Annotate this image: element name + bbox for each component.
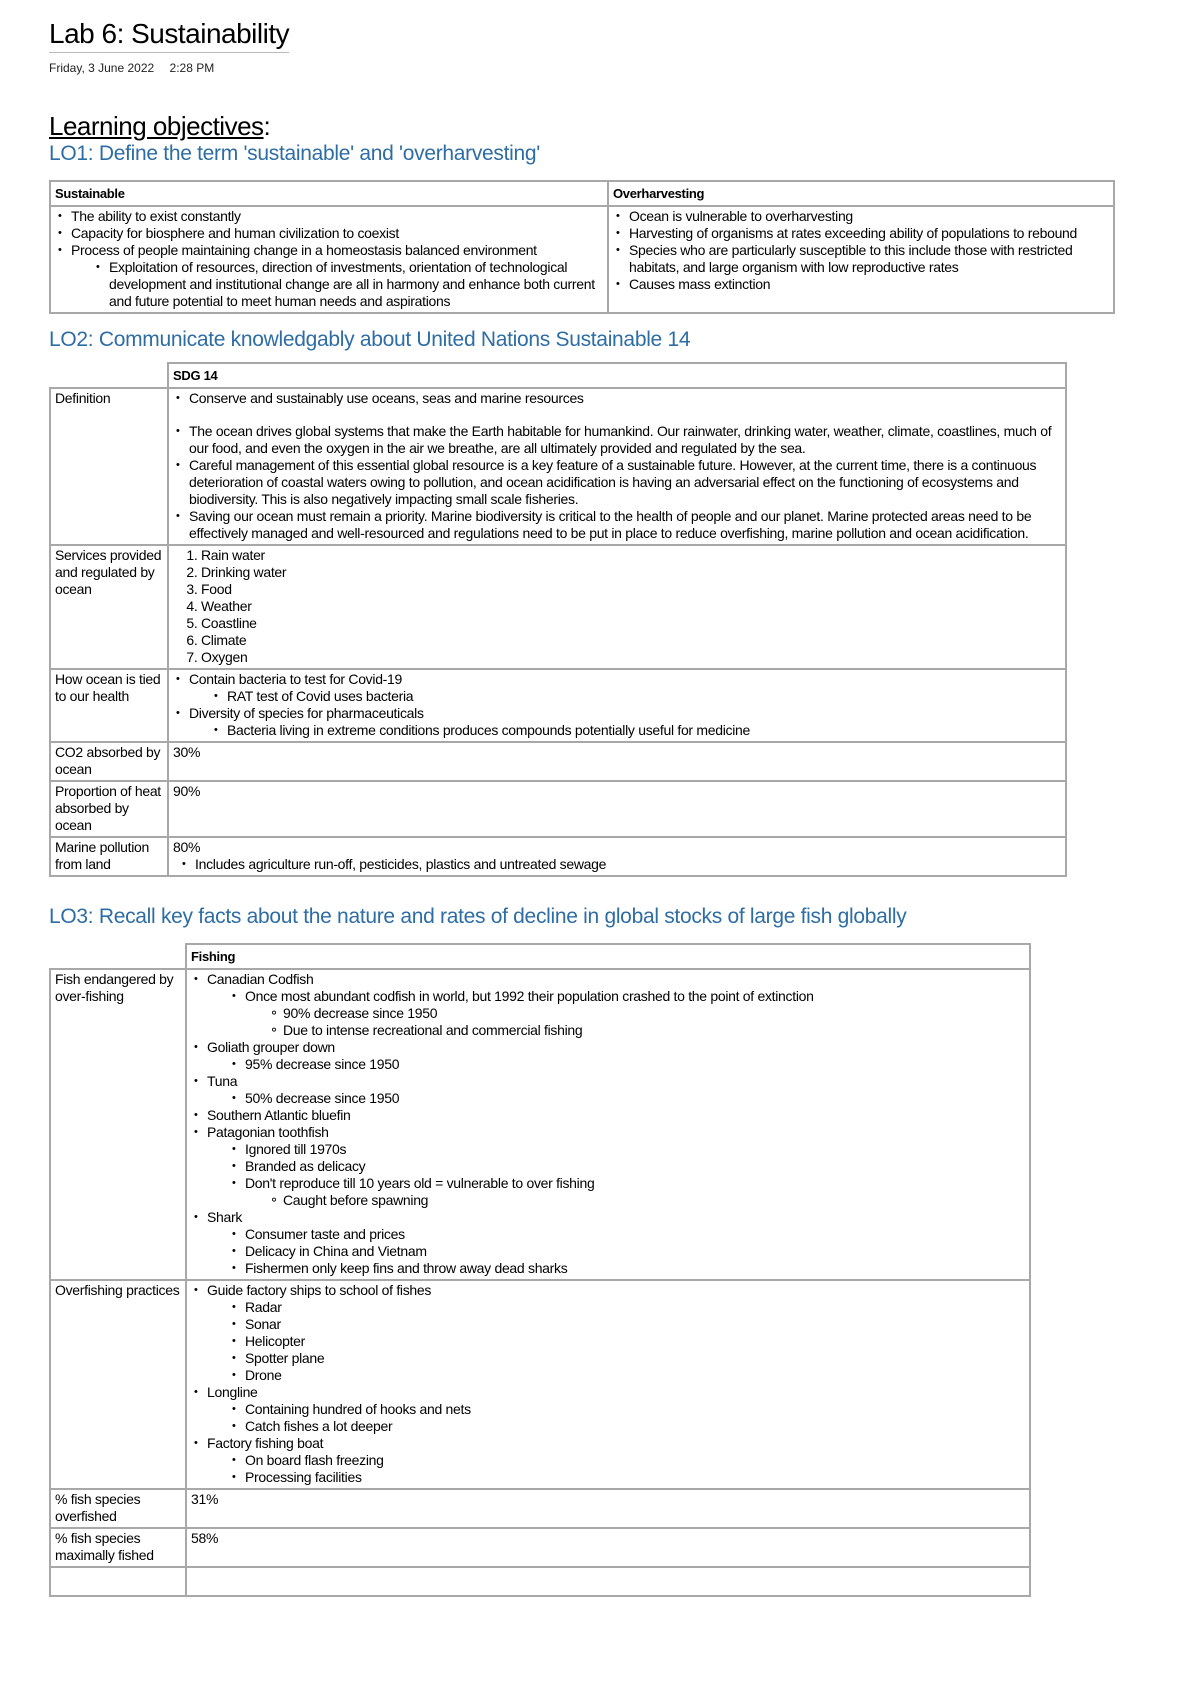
overharvesting-cell: [608, 206, 1114, 313]
list-item: • Radar: [229, 1299, 1025, 1316]
endangered-label: Fish endangered by over-fishing: [50, 969, 186, 1280]
pollution-label: Marine pollution from land: [50, 837, 168, 876]
list-item: ⚬ 90% decrease since 1950: [267, 1005, 1025, 1022]
definition-label: Definition: [50, 388, 168, 545]
list-item: • The ability to exist constantly: [55, 208, 603, 225]
list-item: 5. Coastline: [201, 615, 1061, 632]
list-item: • Southern Atlantic bluefin: [191, 1107, 1025, 1124]
list-item: • Conserve and sustainably use oceans, seas and marine resources: [173, 390, 1061, 407]
list-item: • Delicacy in China and Vietnam: [229, 1243, 1025, 1260]
list-item: • Consumer taste and prices: [229, 1226, 1025, 1243]
practices-cell: [186, 1280, 1030, 1489]
list-item: • Capacity for biosphere and human civilization to coexist: [55, 225, 603, 242]
co2-label: CO2 absorbed by ocean: [50, 742, 168, 781]
list-item: • Guide factory ships to school of fishes • Radar • Sonar • Helicopter • Spotter plane • Drone: [191, 1282, 1025, 1384]
sustainable-cell: [50, 206, 608, 313]
practices-label: Overfishing practices: [50, 1280, 186, 1489]
pollution-cell: [168, 837, 1066, 876]
list-item: ⚬ Caught before spawning: [267, 1192, 1025, 1209]
list-item: • Don't reproduce till 10 years old = vulnerable to over fishing ⚬ Caught before spawning: [229, 1175, 1025, 1209]
sustainable-header: Sustainable: [50, 181, 608, 206]
lo2-table: [49, 362, 1067, 877]
list-item: • Drone: [229, 1367, 1025, 1384]
list-item: • Causes mass extinction: [613, 276, 1109, 293]
list-item: • RAT test of Covid uses bacteria: [211, 688, 1061, 705]
list-item: ⚬ Due to intense recreational and commercial fishing: [267, 1022, 1025, 1039]
list-item: • Saving our ocean must remain a priority. Marine biodiversity is critical to the health of people and our planet. Marine protected areas need to be effectively managed and well-resourced and regulations need to be put in place to reduce overfishing, marine pollution and ocean acidification.: [173, 508, 1061, 542]
list-item: • Careful management of this essential global resource is a key feature of a sustainable future. However, at the current time, there is a continuous deterioration of coastal waters owing to pollution, and ocean acidification is having an adversarial effect on the functioning of ecosystems and biodiversity. This is also negatively impacting small scale fisheries.: [173, 457, 1061, 508]
co2-value: 30%: [168, 742, 1066, 781]
list-item: • On board flash freezing: [229, 1452, 1025, 1469]
pollution-value: 80%: [173, 839, 201, 855]
page-title: Lab 6: Sustainability: [49, 18, 289, 53]
heat-value: 90%: [168, 781, 1066, 837]
sdg14-header: SDG 14: [168, 363, 1066, 388]
list-item: • Canadian Codfish • Once most abundant codfish in world, but 1992 their population crashed to the point of extinction ⚬ 90% decrease since 1950 ⚬ Due to intense recreational and commercial fishing: [191, 971, 1025, 1039]
lo1-table: [49, 180, 1115, 314]
empty-header: [50, 944, 186, 969]
list-item: • Branded as delicacy: [229, 1158, 1025, 1175]
empty-header: [50, 363, 168, 388]
empty-label: [50, 1567, 186, 1596]
overfished-value: 31%: [186, 1489, 1030, 1528]
list-item: 7. Oxygen: [201, 649, 1061, 666]
maxfished-label: % fish species maximally fished: [50, 1528, 186, 1567]
fishing-header: Fishing: [186, 944, 1030, 969]
list-item: • 50% decrease since 1950: [229, 1090, 1025, 1107]
list-item: • Includes agriculture run-off, pesticides, plastics and untreated sewage: [179, 856, 1061, 873]
list-item: • Ocean is vulnerable to overharvesting: [613, 208, 1109, 225]
lo2-heading: LO2: Communicate knowledgably about United Nations Sustainable 14: [49, 328, 691, 351]
services-cell: [168, 545, 1066, 669]
list-item: 6. Climate: [201, 632, 1061, 649]
list-item: • Containing hundred of hooks and nets: [229, 1401, 1025, 1418]
endangered-cell: [186, 969, 1030, 1280]
list-item: • Ignored till 1970s: [229, 1141, 1025, 1158]
list-item: • Contain bacteria to test for Covid-19 • RAT test of Covid uses bacteria: [173, 671, 1061, 705]
list-item: • Catch fishes a lot deeper: [229, 1418, 1025, 1435]
list-item: 2. Drinking water: [201, 564, 1061, 581]
health-cell: [168, 669, 1066, 742]
list-item: • Processing facilities: [229, 1469, 1025, 1486]
list-item: • Factory fishing boat • On board flash freezing • Processing facilities: [191, 1435, 1025, 1486]
list-item: 3. Food: [201, 581, 1061, 598]
list-item: • Longline • Containing hundred of hooks and nets • Catch fishes a lot deeper: [191, 1384, 1025, 1435]
list-item: • Bacteria living in extreme conditions produces compounds potentially useful for medicine: [211, 722, 1061, 739]
list-item: • Tuna • 50% decrease since 1950: [191, 1073, 1025, 1107]
services-label: Services provided and regulated by ocean: [50, 545, 168, 669]
list-item: • Diversity of species for pharmaceuticals • Bacteria living in extreme conditions produces compounds potentially useful for medicine: [173, 705, 1061, 739]
list-item: • Exploitation of resources, direction of investments, orientation of technological development and institutional change are all in harmony and enhance both current and future potential to meet human needs and aspirations: [93, 259, 603, 310]
health-label: How ocean is tied to our health: [50, 669, 168, 742]
list-item: 1. Rain water: [201, 547, 1061, 564]
list-item: • Sonar: [229, 1316, 1025, 1333]
lo3-table: [49, 943, 1031, 1597]
definition-cell: [168, 388, 1066, 545]
list-item: 4. Weather: [201, 598, 1061, 615]
list-item: • Process of people maintaining change in a homeostasis balanced environment • Exploitation of resources, direction of investments, orientation of technological development and institutional change are all in harmony and enhance both current and future potential to meet human needs and aspirations: [55, 242, 603, 310]
list-item: • Shark • Consumer taste and prices • Delicacy in China and Vietnam • Fishermen only keep fins and throw away dead sharks: [191, 1209, 1025, 1277]
heat-label: Proportion of heat absorbed by ocean: [50, 781, 168, 837]
empty-cell: [186, 1567, 1030, 1596]
list-item: • Once most abundant codfish in world, but 1992 their population crashed to the point of extinction ⚬ 90% decrease since 1950 ⚬ Due to intense recreational and commercial fishing: [229, 988, 1025, 1039]
objectives-heading: Learning objectives:: [49, 111, 271, 141]
date-text: Friday, 3 June 2022: [49, 61, 155, 75]
list-item: • Fishermen only keep fins and throw away dead sharks: [229, 1260, 1025, 1277]
maxfished-value: 58%: [186, 1528, 1030, 1567]
overfished-label: % fish species overfished: [50, 1489, 186, 1528]
list-item: • Helicopter: [229, 1333, 1025, 1350]
page: [49, 18, 1169, 1597]
page-date: [49, 61, 1169, 75]
list-item: • Species who are particularly susceptible to this include those with restricted habitats, and large organism with low reproductive rates: [613, 242, 1109, 276]
list-item: • Goliath grouper down • 95% decrease since 1950: [191, 1039, 1025, 1073]
time-text: 2:28 PM: [169, 61, 215, 75]
list-item: • Harvesting of organisms at rates exceeding ability of populations to rebound: [613, 225, 1109, 242]
lo3-heading: LO3: Recall key facts about the nature and rates of decline in global stocks of large fish globally: [49, 905, 907, 928]
list-item: • 95% decrease since 1950: [229, 1056, 1025, 1073]
overharvesting-header: Overharvesting: [608, 181, 1114, 206]
list-item: • Patagonian toothfish • Ignored till 1970s • Branded as delicacy • Don't reproduce till 10 years old = vulnerable to over fishing ⚬ Caught before spawning: [191, 1124, 1025, 1209]
list-item: • Spotter plane: [229, 1350, 1025, 1367]
lo1-heading: LO1: Define the term 'sustainable' and 'overharvesting': [49, 142, 540, 165]
list-item: • The ocean drives global systems that make the Earth habitable for humankind. Our rainwater, drinking water, weather, climate, coastlines, much of our food, and even the oxygen in the air we breathe, are all ultimately provided and regulated by the sea.: [173, 423, 1061, 457]
